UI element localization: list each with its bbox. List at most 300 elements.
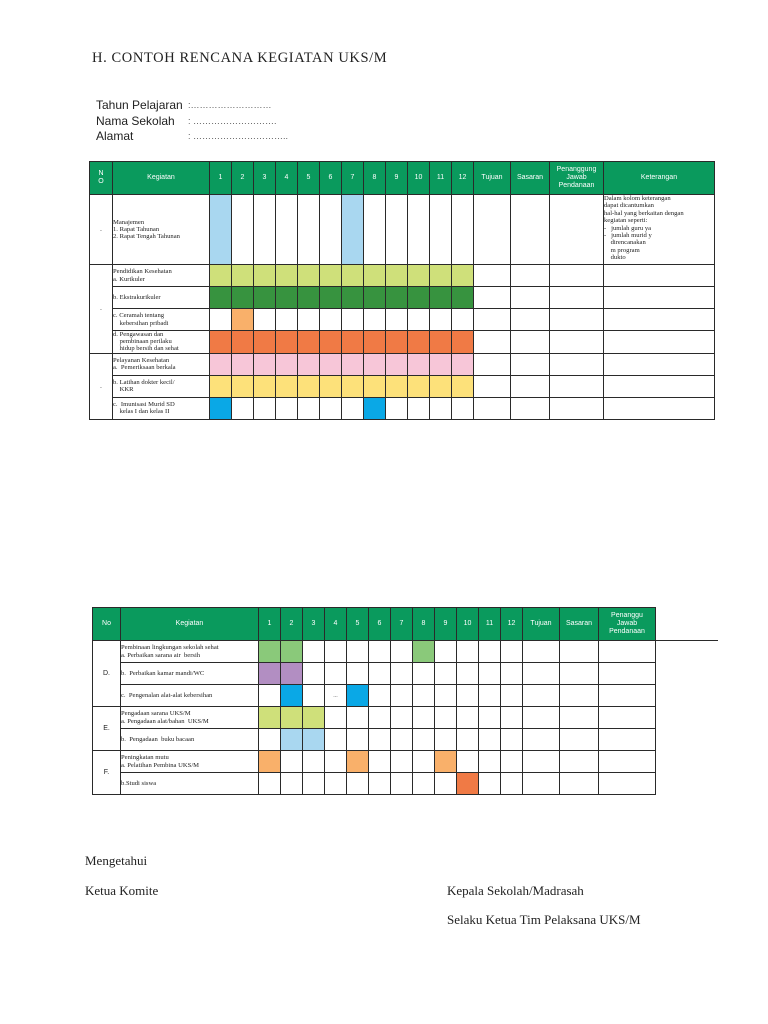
month-cell-1 xyxy=(210,353,232,375)
month-cell-8 xyxy=(364,397,386,419)
tujuan-cell xyxy=(474,265,511,287)
month-cell-3 xyxy=(254,375,276,397)
month-cell-11 xyxy=(430,375,452,397)
month-cell-4 xyxy=(325,729,347,751)
month-cell-7 xyxy=(391,641,413,663)
month-cell-7 xyxy=(391,663,413,685)
table-header-row xyxy=(90,162,715,195)
month-cell-9 xyxy=(435,707,457,729)
month-cell-5 xyxy=(347,729,369,751)
month-cell-2 xyxy=(232,309,254,331)
activity-line: Pengadaan sarana UKS/M xyxy=(121,710,191,718)
month-cell-1 xyxy=(210,375,232,397)
header-tujuan: Tujuan xyxy=(523,608,560,641)
month-cell-2 xyxy=(281,751,303,773)
month-cell-10 xyxy=(457,751,479,773)
header-month: 11 xyxy=(479,608,501,641)
month-cell-10 xyxy=(408,331,430,354)
table-row xyxy=(93,685,718,707)
month-cell-2 xyxy=(232,353,254,375)
month-cell-5 xyxy=(347,707,369,729)
month-cell-12 xyxy=(452,397,474,419)
month-cell-10 xyxy=(457,685,479,707)
month-cell-9 xyxy=(386,195,408,265)
month-cell-10 xyxy=(408,353,430,375)
header-month: 9 xyxy=(435,608,457,641)
keterangan-cell xyxy=(604,397,715,419)
table-row xyxy=(93,663,718,685)
blank-cell xyxy=(656,751,718,773)
month-cell-5 xyxy=(298,287,320,309)
table-row xyxy=(90,287,715,309)
month-cell-9 xyxy=(435,641,457,663)
penanggung-jawab-cell xyxy=(550,353,604,375)
activity-plan-table-2 xyxy=(92,607,718,795)
month-cell-3 xyxy=(254,331,276,354)
month-cell-6 xyxy=(320,195,342,265)
month-cell-4 xyxy=(325,751,347,773)
month-cell-3 xyxy=(254,287,276,309)
tujuan-cell xyxy=(474,331,511,354)
month-cell-10 xyxy=(457,729,479,751)
table-header-row xyxy=(93,608,718,641)
keterangan-line: - jumlah murid y xyxy=(604,232,652,240)
month-cell-4 xyxy=(276,309,298,331)
header-month: 10 xyxy=(408,162,430,195)
tujuan-cell xyxy=(523,773,560,795)
row-number: E. xyxy=(93,707,121,751)
month-cell-12 xyxy=(452,287,474,309)
row-number: D. xyxy=(93,641,121,707)
month-cell-1 xyxy=(259,663,281,685)
activity-line: a. Pelatihan Pembina UKS/M xyxy=(121,761,200,769)
kepala-sekolah-label: Kepala Sekolah/Madrasah xyxy=(447,883,584,898)
month-cell-4 xyxy=(276,195,298,265)
blank-cell xyxy=(656,685,718,707)
keterangan-line: dukto xyxy=(604,254,626,262)
activity-cell xyxy=(121,729,259,751)
table-row xyxy=(93,773,718,795)
activity-cell xyxy=(113,353,210,375)
month-cell-2 xyxy=(232,397,254,419)
activity-cell xyxy=(113,195,210,265)
page-title: H. CONTOH RENCANA KEGIATAN UKS/M xyxy=(92,50,388,66)
keterangan-line: direncanakan xyxy=(604,239,646,247)
sasaran-cell xyxy=(560,641,599,663)
month-cell-3 xyxy=(254,397,276,419)
penanggung-jawab-cell xyxy=(599,641,656,663)
month-cell-3 xyxy=(303,641,325,663)
sasaran-cell xyxy=(511,265,550,287)
header-month: 3 xyxy=(303,608,325,641)
header-no: No xyxy=(93,608,121,641)
month-cell-7 xyxy=(342,353,364,375)
month-cell-8 xyxy=(413,685,435,707)
month-cell-8 xyxy=(364,375,386,397)
month-cell-9 xyxy=(386,309,408,331)
activity-line: Pendidikan Kesehatan xyxy=(113,268,172,276)
month-cell-7 xyxy=(342,195,364,265)
activity-cell xyxy=(121,641,259,663)
sasaran-cell xyxy=(560,773,599,795)
month-cell-12 xyxy=(501,773,523,795)
month-cell-9 xyxy=(435,751,457,773)
header-month: 2 xyxy=(281,608,303,641)
tujuan-cell xyxy=(523,729,560,751)
keterangan-cell xyxy=(604,265,715,287)
month-cell-2 xyxy=(232,375,254,397)
meta-value: :……………………… xyxy=(188,100,272,110)
school-info xyxy=(96,98,288,145)
month-cell-4 xyxy=(325,773,347,795)
meta-label: Nama Sekolah xyxy=(96,113,175,128)
tujuan-cell xyxy=(474,375,511,397)
month-cell-12 xyxy=(501,729,523,751)
month-cell-6 xyxy=(320,353,342,375)
activity-line: Pelayanan Kesehatan xyxy=(113,356,170,364)
header-month: 8 xyxy=(413,608,435,641)
header-penanggung-jawab: Penanggung Jawab Pendanaan xyxy=(550,162,604,195)
header-month: 11 xyxy=(430,162,452,195)
month-cell-7 xyxy=(342,287,364,309)
month-cell-1 xyxy=(259,641,281,663)
month-cell-9 xyxy=(435,729,457,751)
month-cell-5 xyxy=(298,397,320,419)
month-cell-2 xyxy=(281,641,303,663)
month-cell-10 xyxy=(408,375,430,397)
blank-cell xyxy=(656,729,718,751)
header-sasaran: Sasaran xyxy=(511,162,550,195)
row-number: . xyxy=(90,265,113,354)
meta-row-tahun xyxy=(96,98,288,114)
activity-line: a. Perbaikan sarana air bersih xyxy=(121,651,201,659)
keterangan-cell xyxy=(604,195,715,265)
month-cell-5 xyxy=(347,773,369,795)
month-cell-7 xyxy=(342,309,364,331)
keterangan-line: hal-hal yang berkaitan dengan xyxy=(604,209,684,217)
sasaran-cell xyxy=(511,353,550,375)
month-cell-5 xyxy=(347,751,369,773)
month-cell-5 xyxy=(298,195,320,265)
table-body xyxy=(90,195,715,420)
month-cell-12 xyxy=(452,353,474,375)
month-cell-6 xyxy=(369,707,391,729)
month-cell-5 xyxy=(347,663,369,685)
header-month: 8 xyxy=(364,162,386,195)
month-cell-7 xyxy=(342,375,364,397)
month-cell-4 xyxy=(276,353,298,375)
month-cell-4 xyxy=(325,663,347,685)
meta-value: : ………………………….. xyxy=(188,131,289,141)
month-cell-12 xyxy=(501,685,523,707)
month-cell-2 xyxy=(281,729,303,751)
month-cell-12 xyxy=(501,707,523,729)
header-month: 4 xyxy=(276,162,298,195)
header-kegiatan: Kegiatan xyxy=(121,608,259,641)
month-cell-3 xyxy=(254,309,276,331)
month-cell-9 xyxy=(386,287,408,309)
activity-line: b.Studi siswa xyxy=(121,779,157,787)
activity-cell xyxy=(121,663,259,685)
month-cell-6 xyxy=(320,309,342,331)
month-cell-7 xyxy=(342,265,364,287)
month-cell-9 xyxy=(386,397,408,419)
header-tujuan: Tujuan xyxy=(474,162,511,195)
month-cell-1 xyxy=(210,397,232,419)
tujuan-cell xyxy=(474,353,511,375)
month-cell-1 xyxy=(210,265,232,287)
header-no: N O xyxy=(90,162,113,195)
activity-cell xyxy=(113,331,210,354)
month-cell-12 xyxy=(452,375,474,397)
activity-line: Peningkatan mutu xyxy=(121,754,169,762)
table-row xyxy=(90,309,715,331)
month-cell-9 xyxy=(386,331,408,354)
month-cell-3 xyxy=(254,265,276,287)
month-cell-3 xyxy=(254,353,276,375)
month-cell-10 xyxy=(457,641,479,663)
month-cell-8 xyxy=(364,287,386,309)
table-row xyxy=(93,707,718,729)
month-cell-8 xyxy=(364,331,386,354)
penanggung-jawab-cell xyxy=(599,729,656,751)
penanggung-jawab-cell xyxy=(550,195,604,265)
month-cell-9 xyxy=(435,773,457,795)
sasaran-cell xyxy=(560,663,599,685)
penanggung-jawab-cell xyxy=(599,663,656,685)
penanggung-jawab-cell xyxy=(550,331,604,354)
month-cell-2 xyxy=(281,685,303,707)
activity-line: 1. Rapat Tahunan xyxy=(113,225,160,233)
month-cell-7 xyxy=(342,331,364,354)
blank-cell xyxy=(656,773,718,795)
keterangan-cell xyxy=(604,375,715,397)
activity-line: kelas I dan kelas II xyxy=(113,408,170,416)
month-cell-2 xyxy=(281,707,303,729)
keterangan-cell xyxy=(604,309,715,331)
header-month: 12 xyxy=(501,608,523,641)
month-cell-6 xyxy=(320,397,342,419)
month-cell-10 xyxy=(457,707,479,729)
header-kegiatan: Kegiatan xyxy=(113,162,210,195)
month-cell-6 xyxy=(369,685,391,707)
month-cell-8 xyxy=(413,707,435,729)
month-cell-2 xyxy=(232,287,254,309)
sasaran-cell xyxy=(560,751,599,773)
activity-line: KKR xyxy=(113,386,134,394)
sasaran-cell xyxy=(511,375,550,397)
table-row xyxy=(93,729,718,751)
month-cell-12 xyxy=(501,663,523,685)
header-month: 4 xyxy=(325,608,347,641)
activity-line: b. Ekstrakurikuler xyxy=(113,293,161,301)
header-keterangan: Keterangan xyxy=(604,162,715,195)
month-cell-4 xyxy=(276,397,298,419)
activity-line: b. Perbaikan kamar mandi/WC xyxy=(121,669,205,677)
month-cell-7 xyxy=(391,773,413,795)
month-cell-6 xyxy=(320,287,342,309)
meta-value: : ………………………. xyxy=(188,115,277,126)
blank-cell xyxy=(656,707,718,729)
month-cell-7 xyxy=(342,397,364,419)
month-cell-4 xyxy=(276,331,298,354)
month-cell-7 xyxy=(391,729,413,751)
activity-line: hidup bersih dan sehat xyxy=(113,345,179,353)
month-cell-3 xyxy=(303,707,325,729)
month-cell-5 xyxy=(298,353,320,375)
table-row xyxy=(90,353,715,375)
meta-row-nama-sekolah xyxy=(96,114,288,130)
header-month: 1 xyxy=(259,608,281,641)
header-month: 2 xyxy=(232,162,254,195)
month-cell-6 xyxy=(369,663,391,685)
table-row xyxy=(93,641,718,663)
activity-line: b. Pengadaan buku bacaan xyxy=(121,735,195,743)
penanggung-jawab-cell xyxy=(599,685,656,707)
month-cell-11 xyxy=(479,751,501,773)
penanggung-jawab-cell xyxy=(599,751,656,773)
penanggung-jawab-cell xyxy=(550,265,604,287)
header-month: 6 xyxy=(320,162,342,195)
meta-label: Alamat xyxy=(96,129,134,143)
month-cell-12 xyxy=(452,265,474,287)
sasaran-cell xyxy=(511,195,550,265)
keterangan-line: kegiatan seperti: xyxy=(604,217,648,225)
keterangan-line: Dalam kolom keterangan xyxy=(604,195,671,202)
month-cell-12 xyxy=(452,309,474,331)
activity-plan-table-1 xyxy=(89,161,715,420)
activity-line: c. Imunisasi Murid SD xyxy=(113,400,175,408)
month-cell-7 xyxy=(391,707,413,729)
month-cell-1 xyxy=(210,195,232,265)
month-cell-7 xyxy=(391,751,413,773)
month-cell-6 xyxy=(320,265,342,287)
month-cell-5 xyxy=(347,641,369,663)
tujuan-cell xyxy=(474,309,511,331)
row-number: F. xyxy=(93,751,121,795)
month-cell-9 xyxy=(386,353,408,375)
header-month: 5 xyxy=(347,608,369,641)
month-cell-12 xyxy=(452,195,474,265)
penanggung-jawab-cell xyxy=(599,707,656,729)
row-number: . xyxy=(90,353,113,419)
month-cell-6 xyxy=(369,773,391,795)
month-cell-11 xyxy=(479,685,501,707)
month-cell-6 xyxy=(320,331,342,354)
activity-line: a. Pemeriksaan berkala xyxy=(113,364,176,372)
activity-line: Manajemen xyxy=(113,218,145,226)
activity-cell xyxy=(121,773,259,795)
month-cell-12 xyxy=(452,331,474,354)
activity-cell xyxy=(113,309,210,331)
table-row xyxy=(90,195,715,265)
activity-cell xyxy=(121,707,259,729)
activity-cell xyxy=(121,751,259,773)
tujuan-cell xyxy=(474,397,511,419)
month-cell-1 xyxy=(210,309,232,331)
ketua-tim-label: Selaku Ketua Tim Pelaksana UKS/M xyxy=(447,912,641,927)
month-cell-11 xyxy=(479,663,501,685)
header-blank xyxy=(656,608,718,641)
keterangan-line: m program xyxy=(604,246,640,254)
table-body xyxy=(93,641,718,795)
month-cell-2 xyxy=(281,773,303,795)
tujuan-cell xyxy=(474,287,511,309)
sasaran-cell xyxy=(511,309,550,331)
activity-line: kebersihan pribadi xyxy=(113,319,169,327)
month-cell-11 xyxy=(430,195,452,265)
month-cell-12 xyxy=(501,641,523,663)
month-cell-11 xyxy=(479,641,501,663)
row-number: . xyxy=(90,195,113,265)
keterangan-cell xyxy=(604,331,715,354)
header-penanggung-jawab: Penanggu Jawab Pendanaan xyxy=(599,608,656,641)
activity-cell xyxy=(113,265,210,287)
month-cell-4 xyxy=(325,641,347,663)
month-cell-1 xyxy=(259,729,281,751)
month-cell-2 xyxy=(281,663,303,685)
month-cell-4 xyxy=(276,375,298,397)
month-cell-10 xyxy=(457,663,479,685)
month-cell-2 xyxy=(232,331,254,354)
month-cell-10 xyxy=(408,287,430,309)
month-cell-3 xyxy=(303,663,325,685)
month-cell-10 xyxy=(408,309,430,331)
penanggung-jawab-cell xyxy=(550,397,604,419)
month-cell-11 xyxy=(479,773,501,795)
month-cell-8 xyxy=(413,773,435,795)
header-month: 7 xyxy=(342,162,364,195)
header-month: 10 xyxy=(457,608,479,641)
activity-line: a. Pengadaan alat/bahan UKS/M xyxy=(121,717,209,725)
tujuan-cell xyxy=(474,195,511,265)
month-cell-3 xyxy=(303,685,325,707)
month-cell-3 xyxy=(303,751,325,773)
month-cell-1 xyxy=(259,773,281,795)
keterangan-cell xyxy=(604,287,715,309)
penanggung-jawab-cell xyxy=(550,287,604,309)
month-cell-8 xyxy=(413,751,435,773)
ketua-komite-label: Ketua Komite xyxy=(85,883,159,898)
sasaran-cell xyxy=(560,685,599,707)
month-cell-5 xyxy=(298,331,320,354)
month-cell-11 xyxy=(430,265,452,287)
month-cell-10 xyxy=(408,265,430,287)
month-cell-11 xyxy=(430,309,452,331)
month-cell-8 xyxy=(413,663,435,685)
activity-line: d. Pengawasan dan xyxy=(113,331,164,338)
sasaran-cell xyxy=(560,729,599,751)
keterangan-line: dapat dicantumkan xyxy=(604,202,654,210)
mengetahui-label: Mengetahui xyxy=(85,853,148,868)
month-cell-4 xyxy=(325,707,347,729)
month-cell-5 xyxy=(298,265,320,287)
month-cell-11 xyxy=(430,287,452,309)
month-cell-8 xyxy=(413,729,435,751)
month-cell-11 xyxy=(479,729,501,751)
activity-cell xyxy=(113,375,210,397)
month-cell-3 xyxy=(254,195,276,265)
meta-row-alamat xyxy=(96,129,288,145)
activity-cell xyxy=(121,685,259,707)
month-cell-6 xyxy=(369,751,391,773)
month-cell-3 xyxy=(303,729,325,751)
month-cell-1 xyxy=(259,707,281,729)
header-month: 1 xyxy=(210,162,232,195)
tujuan-cell xyxy=(523,707,560,729)
tujuan-cell xyxy=(523,685,560,707)
month-cell-10 xyxy=(408,397,430,419)
